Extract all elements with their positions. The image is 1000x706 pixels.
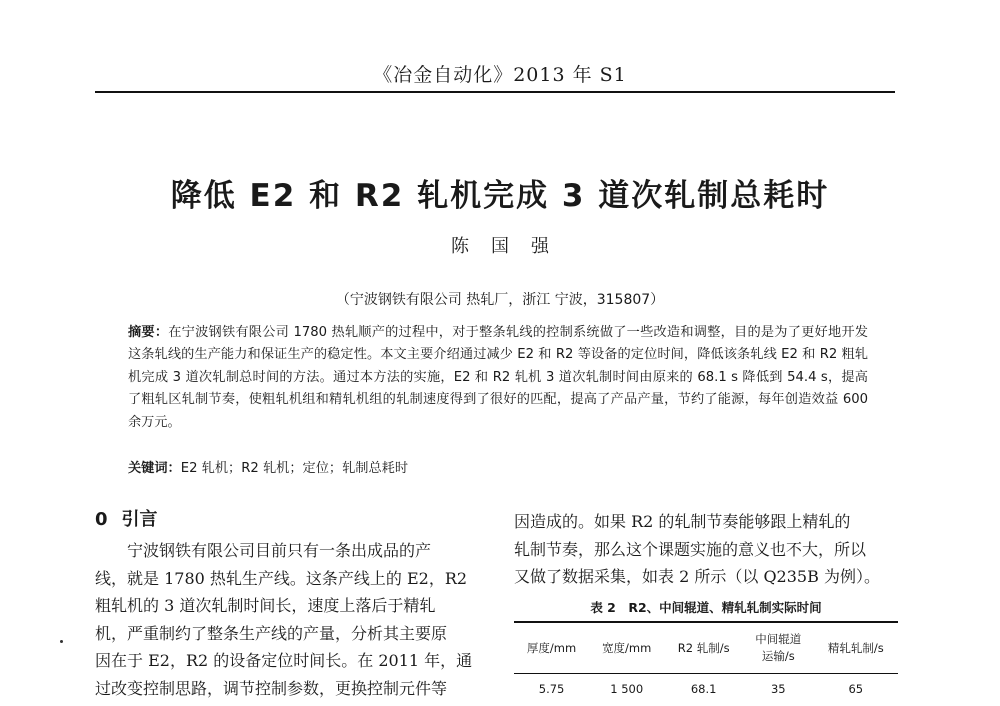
table-header-line: 中间辊道 [755,632,802,646]
body-line: 机，严重制约了整条生产线的产量，分析其主要原 [95,623,448,643]
table-caption: 表 2 R2、中间辊道、精轧轧制实际时间 [590,600,822,615]
body-line: 轧制节奏，那么这个课题实施的意义也不大，所以 [514,539,867,559]
table-cell: 5.75 [538,682,565,696]
body-line: 因造成的。如果 R2 的轧制节奏能够跟上精轧的 [514,512,851,531]
table-header-cell: 宽度/mm [589,622,664,674]
running-head: 《冶金自动化》2013 年 S1 [373,64,627,86]
table-header-cell: 精轧轧制/s [814,622,898,674]
body-line: 线，就是 1780 热轧生产线。这条产线上的 E2，R2 [95,568,468,588]
author-name: 陈国强 [451,236,571,257]
table-header-cell: R2 轧制/s [664,622,743,674]
body-line: 粗轧机的 3 道次轧制时间长，速度上落后于精轧 [95,596,436,616]
body-line: 因在于 E2，R2 的设备定位时间长。在 2011 年，通 [95,651,473,671]
table-header-line: 运输/s [761,649,795,663]
right-column [514,508,898,591]
left-column [95,537,483,703]
table-cell: 1 500 [610,682,644,696]
section-number: 0 [95,509,108,530]
abstract [128,322,868,434]
body-line: 宁波钢铁有限公司目前只有一条出成品的产 [127,541,432,560]
keywords-label: 关键词： [128,461,181,476]
table-cell: 65 [848,682,864,696]
scan-artifact-dot [60,640,63,643]
table-header-cell: 厚度/mm [514,622,589,674]
body-line: 过改变控制思路，调节控制参数，更换控制元件等 [95,678,448,698]
section-title: 引言 [121,509,158,530]
data-table [514,621,898,697]
abstract-label: 摘要： [128,325,169,340]
section-heading [95,505,158,531]
affiliation: （宁波钢铁有限公司 热轧厂，浙江 宁波，315807） [335,292,665,308]
body-line: 又做了数据采集，如表 2 所示（以 Q235B 为例）。 [514,567,880,587]
paper-title: 降低 E2 和 R2 轧机完成 3 道次轧制总耗时 [170,178,830,214]
table-row [514,674,898,698]
table-header-cell [743,622,814,674]
table-cell: 68.1 [690,682,717,696]
abstract-text: 在宁波钢铁有限公司 1780 热轧顺产的过程中，对于整条轧线的控制系统做了一些改造和调整，目的是为了更好地开发这条轧线的生产能力和保证生产的稳定性。本文主要介绍通过减少 E2 和 R2 等设备的定位时间，降低该条轧线 E2 和 R2 粗轧机完成 3 道次轧制总时间的方法。通过本方法的实施，E2 和 R2 轧机 3 道次轧制时间由原来的 68.1 s 降低到 54.4 s，提高了粗轧区轧制节奏，使粗轧机组和精轧机组的轧制速度得到了很好的匹配，提高了产品产量，节约了能源，每年创造效益 600 余万元。 [128,325,868,430]
header-rule [95,91,895,93]
keywords [128,457,868,476]
table-cell: 35 [770,682,786,696]
table-header-row [514,622,898,674]
keywords-text: E2 轧机；R2 轧机；定位；轧制总耗时 [180,461,409,476]
